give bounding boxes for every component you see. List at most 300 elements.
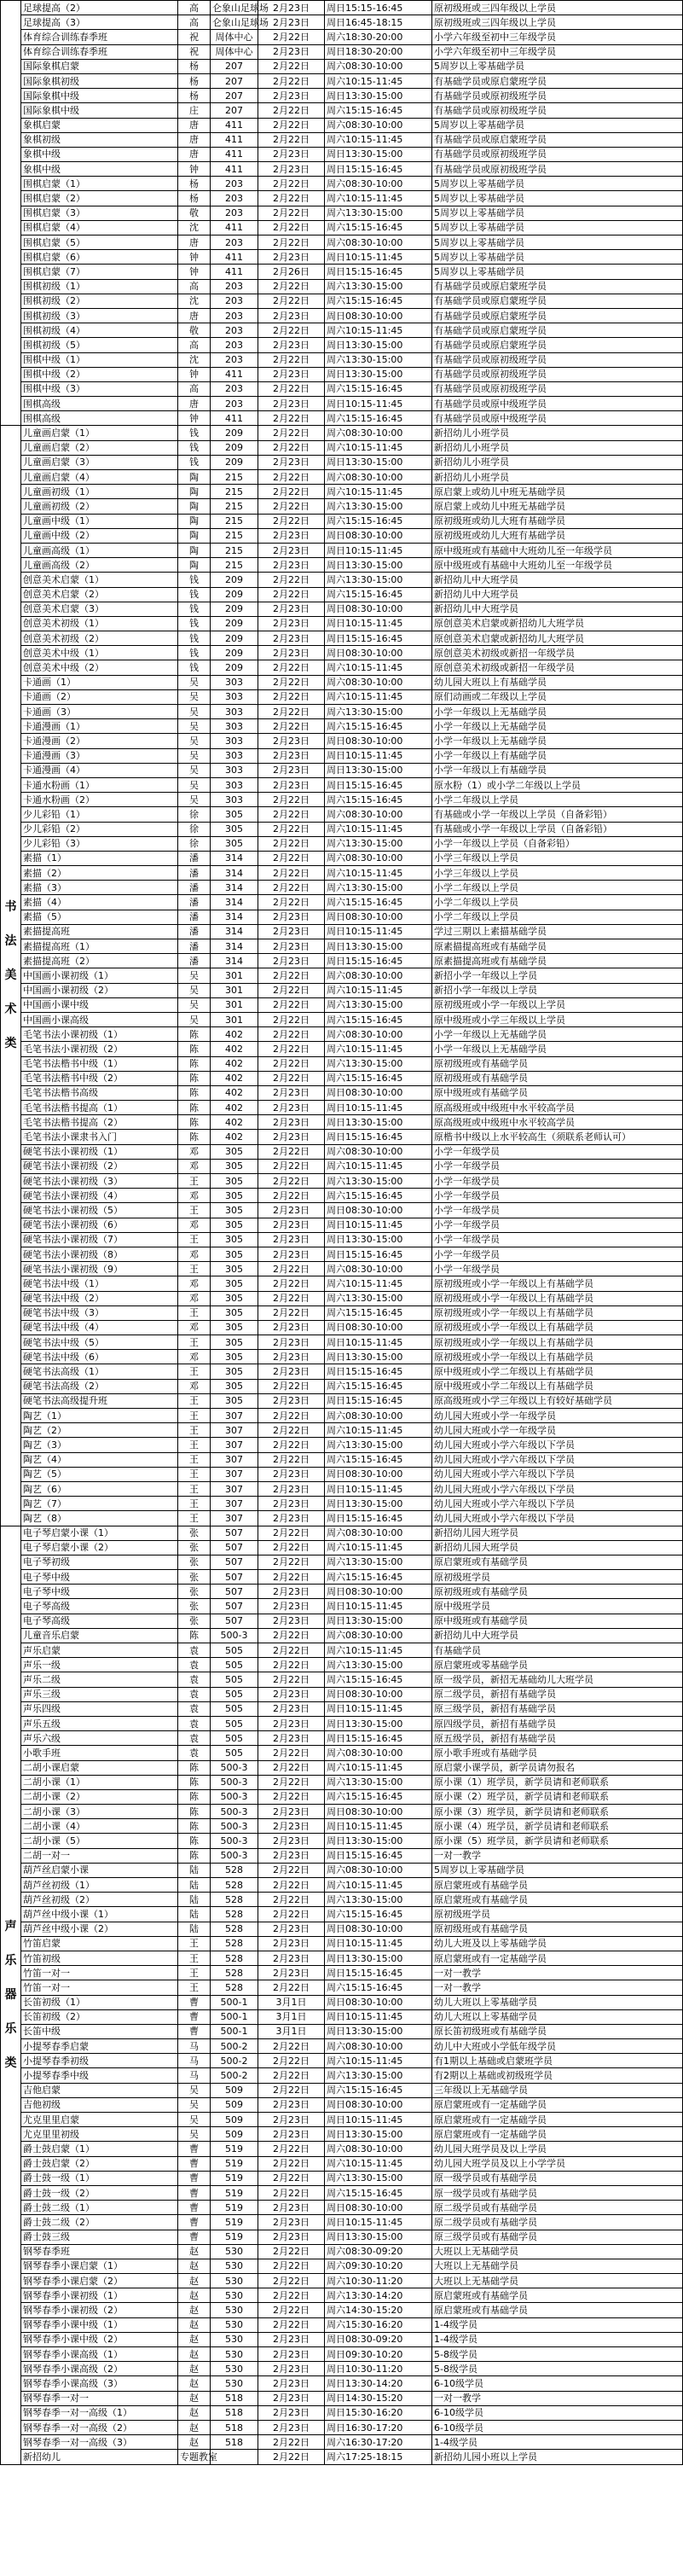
teacher: 钟 — [178, 265, 211, 279]
enrollment-requirement: 小学一年级学员 — [432, 1189, 683, 1203]
course-name: 创意美术启蒙（3） — [21, 602, 178, 616]
room: 509 — [211, 2097, 258, 2112]
course-name: 硬笔书法高级（1） — [21, 1364, 178, 1379]
enrollment-requirement: 新招幼儿园大班学员 — [432, 1540, 683, 1555]
teacher: 张 — [178, 1526, 211, 1540]
schedule-body — [1, 1, 683, 2465]
room: 509 — [211, 2127, 258, 2142]
table-row — [1, 528, 683, 543]
start-date: 2月22日 — [258, 807, 325, 822]
teacher: 陶 — [178, 528, 211, 543]
enrollment-requirement: 原初级班或有基础学员 — [432, 1922, 683, 1936]
table-row — [1, 147, 683, 161]
enrollment-requirement: 原中级班或有基础中大班幼儿至一年级学员 — [432, 558, 683, 573]
start-date: 2月22日 — [258, 2068, 325, 2083]
teacher: 潘 — [178, 851, 211, 865]
enrollment-requirement: 原一级学员或有基础学员 — [432, 2171, 683, 2185]
start-date: 2月23日 — [258, 528, 325, 543]
table-row — [1, 381, 683, 396]
class-time: 周六08:30-10:00 — [325, 1262, 432, 1276]
teacher: 陈 — [178, 1056, 211, 1071]
class-time: 周日10:15-11:45 — [325, 924, 432, 939]
class-time: 周日15:15-16:45 — [325, 1511, 432, 1526]
teacher: 潘 — [178, 895, 211, 910]
course-name: 吉他初级 — [21, 2097, 178, 2112]
start-date: 2月22日 — [258, 968, 325, 983]
teacher: 钟 — [178, 250, 211, 265]
teacher: 曹 — [178, 2215, 211, 2230]
class-time: 周六15:15-16:45 — [325, 1379, 432, 1393]
course-name: 陶艺（8） — [21, 1511, 178, 1526]
teacher: 敬 — [178, 206, 211, 220]
start-date: 2月22日 — [258, 352, 325, 367]
course-name: 硬笔书法高级提升班 — [21, 1393, 178, 1408]
course-name: 围棋启蒙（3） — [21, 206, 178, 220]
table-row — [1, 939, 683, 954]
room: 305 — [211, 1262, 258, 1276]
class-time: 周六13:30-15:00 — [325, 1658, 432, 1672]
room: 207 — [211, 73, 258, 88]
room: 301 — [211, 1012, 258, 1026]
class-time: 周六10:15-11:45 — [325, 822, 432, 836]
room: 215 — [211, 528, 258, 543]
enrollment-requirement: 一对一教学 — [432, 1980, 683, 1995]
course-name: 国际象棋初级 — [21, 73, 178, 88]
table-row — [1, 1276, 683, 1291]
room: 209 — [211, 660, 258, 675]
start-date: 2月26日 — [258, 265, 325, 279]
enrollment-requirement: 有基础或小学一年级以上学员（自备彩铅） — [432, 822, 683, 836]
room: 303 — [211, 675, 258, 689]
enrollment-requirement: 5-8级学员 — [432, 2347, 683, 2362]
course-name: 竹笛初级 — [21, 1951, 178, 1965]
start-date: 2月23日 — [258, 1203, 325, 1218]
teacher: 杨 — [178, 177, 211, 191]
teacher: 赵 — [178, 2376, 211, 2391]
start-date: 2月22日 — [258, 1526, 325, 1540]
course-name: 电子琴高级 — [21, 1614, 178, 1628]
course-name: 素描（1） — [21, 851, 178, 865]
enrollment-requirement: 原创意美术启蒙或新招幼儿大班学员 — [432, 616, 683, 631]
table-row — [1, 777, 683, 792]
class-time: 周日13:30-15:00 — [325, 1614, 432, 1628]
table-row — [1, 822, 683, 836]
table-row — [1, 1056, 683, 1071]
room: 500-1 — [211, 2009, 258, 2024]
table-row — [1, 1511, 683, 1526]
course-name: 钢琴春季一对一高级（1） — [21, 2405, 178, 2420]
table-row — [1, 1364, 683, 1379]
class-time: 周六15:15-16:45 — [325, 1980, 432, 1995]
table-row — [1, 514, 683, 528]
room: 303 — [211, 763, 258, 777]
class-time: 周日08:30-10:00 — [325, 602, 432, 616]
teacher: 陆 — [178, 1922, 211, 1936]
enrollment-requirement: 小学一年级学员 — [432, 1159, 683, 1173]
teacher: 张 — [178, 1555, 211, 1569]
class-time: 周日08:30-10:00 — [325, 1585, 432, 1599]
class-time: 周日13:30-14:20 — [325, 2376, 432, 2391]
enrollment-requirement: 小学六年级至初中三年级学员 — [432, 44, 683, 59]
teacher: 曹 — [178, 2171, 211, 2185]
class-time: 周六10:15-11:45 — [325, 1643, 432, 1658]
course-name: 硬笔书法小课初级（7） — [21, 1232, 178, 1247]
class-time: 周六10:15-11:45 — [325, 1760, 432, 1775]
enrollment-requirement: 有基础学员或原初级班学员 — [432, 162, 683, 177]
class-time: 周日10:15-11:45 — [325, 1481, 432, 1496]
start-date: 2月22日 — [258, 30, 325, 44]
class-time: 周日08:30-10:00 — [325, 910, 432, 924]
table-row — [1, 1189, 683, 1203]
class-time: 周六08:30-10:00 — [325, 470, 432, 485]
enrollment-requirement: 5周岁以上零基础学员 — [432, 236, 683, 250]
enrollment-requirement: 幼儿园大班或小学一年级学员 — [432, 1423, 683, 1438]
table-row — [1, 1350, 683, 1364]
course-name: 儿童画启蒙（2） — [21, 440, 178, 455]
enrollment-requirement: 原启蒙小课学员，新学员请勿报名 — [432, 1760, 683, 1775]
teacher: 吴 — [178, 748, 211, 763]
room: 仑象山足球场 — [211, 15, 258, 30]
teacher: 曹 — [178, 2185, 211, 2200]
class-time: 周日13:30-15:00 — [325, 1497, 432, 1511]
class-time: 周六15:15-16:45 — [325, 1189, 432, 1203]
room: 周体中心 — [211, 30, 258, 44]
course-name: 陶艺（2） — [21, 1423, 178, 1438]
room: 500-2 — [211, 2068, 258, 2083]
room: 507 — [211, 1585, 258, 1599]
course-name: 硬笔书法中级（6） — [21, 1350, 178, 1364]
room: 303 — [211, 734, 258, 748]
teacher: 邓 — [178, 1159, 211, 1173]
room: 411 — [211, 250, 258, 265]
course-name: 新招幼儿 — [21, 2450, 178, 2464]
teacher: 王 — [178, 1438, 211, 1452]
room: 305 — [211, 1291, 258, 1305]
teacher: 陈 — [178, 1130, 211, 1144]
class-time: 周日16:30-17:20 — [325, 2420, 432, 2434]
enrollment-requirement: 原启蒙班或有基础学员 — [432, 2288, 683, 2303]
start-date: 2月23日 — [258, 2332, 325, 2346]
room: 411 — [211, 132, 258, 147]
teacher: 吴 — [178, 968, 211, 983]
class-time: 周六13:30-15:00 — [325, 206, 432, 220]
room: 305 — [211, 822, 258, 836]
category-char: 类 — [4, 1037, 17, 1051]
table-row — [1, 1585, 683, 1599]
course-name: 钢琴春季小课初级（1） — [21, 2288, 178, 2303]
teacher: 杨 — [178, 191, 211, 206]
table-row — [1, 1995, 683, 2009]
class-time: 周日08:30-10:00 — [325, 1922, 432, 1936]
enrollment-requirement: 原小课（3）班学员，新学员请和老师联系 — [432, 1805, 683, 1819]
class-time: 周六15:15-16:45 — [325, 1672, 432, 1687]
room: 307 — [211, 1423, 258, 1438]
room: 402 — [211, 1042, 258, 1056]
class-time: 周日15:15-16:45 — [325, 1130, 432, 1144]
start-date: 2月22日 — [258, 1570, 325, 1585]
room: 307 — [211, 1452, 258, 1467]
class-time: 周六10:15-11:45 — [325, 440, 432, 455]
table-row — [1, 1658, 683, 1672]
course-name: 硬笔书法小课初级（6） — [21, 1218, 178, 1232]
start-date: 2月23日 — [258, 631, 325, 646]
class-time: 周六17:25-18:15 — [325, 2450, 432, 2464]
course-name: 爵士鼓启蒙（1） — [21, 2142, 178, 2156]
course-name: 电子琴启蒙小课（1） — [21, 1526, 178, 1540]
course-name: 象棋启蒙 — [21, 118, 178, 132]
table-row — [1, 1716, 683, 1730]
course-name: 陶艺（3） — [21, 1438, 178, 1452]
start-date: 2月22日 — [258, 587, 325, 602]
teacher: 邓 — [178, 1320, 211, 1335]
start-date: 2月22日 — [258, 1042, 325, 1056]
room: 314 — [211, 910, 258, 924]
teacher: 杨 — [178, 73, 211, 88]
teacher: 王 — [178, 1423, 211, 1438]
course-name: 毛笔书法楷书提高（1） — [21, 1101, 178, 1115]
room: 411 — [211, 147, 258, 161]
start-date: 2月23日 — [258, 2362, 325, 2376]
room: 305 — [211, 1203, 258, 1218]
class-time: 周日10:15-11:45 — [325, 1936, 432, 1951]
table-row — [1, 1, 683, 15]
room: 314 — [211, 866, 258, 881]
table-row — [1, 1497, 683, 1511]
class-time: 周日15:15-16:45 — [325, 162, 432, 177]
teacher: 高 — [178, 381, 211, 396]
room: 500-1 — [211, 2024, 258, 2038]
start-date: 3月1日 — [258, 1995, 325, 2009]
start-date: 2月22日 — [258, 323, 325, 338]
enrollment-requirement: 新招幼儿小班学员 — [432, 440, 683, 455]
class-time: 周六13:30-15:00 — [325, 881, 432, 895]
room: 303 — [211, 705, 258, 719]
enrollment-requirement: 大班以上无基础学员 — [432, 2244, 683, 2259]
enrollment-requirement: 原启蒙班或有一定基础学员 — [432, 2113, 683, 2127]
course-name: 儿童画中级（1） — [21, 514, 178, 528]
enrollment-requirement: 原小课（5）班学员，新学员请和老师联系 — [432, 1834, 683, 1848]
teacher: 钱 — [178, 616, 211, 631]
teacher: 陈 — [178, 1775, 211, 1789]
enrollment-requirement: 小学六年级至初中三年级学员 — [432, 30, 683, 44]
start-date: 2月22日 — [258, 1907, 325, 1922]
start-date: 2月23日 — [258, 1922, 325, 1936]
enrollment-requirement: 小学一年级以上学员（自备彩铅） — [432, 836, 683, 851]
class-time: 周日08:30-10:00 — [325, 528, 432, 543]
start-date: 2月22日 — [258, 2450, 325, 2464]
teacher: 马 — [178, 2054, 211, 2068]
enrollment-requirement: 原初级班或小学一年级以上学员 — [432, 997, 683, 1012]
table-row — [1, 2259, 683, 2273]
table-row — [1, 2362, 683, 2376]
enrollment-requirement: 原初级班或幼儿大班有基础学员 — [432, 528, 683, 543]
table-row — [1, 2420, 683, 2434]
teacher: 邓 — [178, 1218, 211, 1232]
teacher: 陆 — [178, 1893, 211, 1907]
start-date: 2月22日 — [258, 294, 325, 308]
table-row — [1, 162, 683, 177]
course-name: 小歌手班 — [21, 1746, 178, 1760]
start-date: 2月22日 — [258, 1893, 325, 1907]
table-row — [1, 1893, 683, 1907]
table-row — [1, 1467, 683, 1481]
course-name: 中国画小课中级 — [21, 997, 178, 1012]
teacher: 袁 — [178, 1731, 211, 1746]
table-row — [1, 1042, 683, 1056]
teacher: 王 — [178, 1335, 211, 1350]
start-date: 2月22日 — [258, 2156, 325, 2171]
enrollment-requirement: 大班以上无基础学员 — [432, 2274, 683, 2288]
enrollment-requirement: 1-4级学员 — [432, 2435, 683, 2450]
course-name: 卡通漫画（3） — [21, 748, 178, 763]
class-time: 周日13:30-15:00 — [325, 1716, 432, 1730]
enrollment-requirement: 原四级学员，新招有基础学员 — [432, 1716, 683, 1730]
start-date: 3月1日 — [258, 2024, 325, 2038]
room: 500-3 — [211, 1848, 258, 1863]
enrollment-requirement: 原初级班或小学一年级以上有基础学员 — [432, 1276, 683, 1291]
enrollment-requirement: 原启蒙班或有基础学员 — [432, 1878, 683, 1893]
class-time: 周六08:30-10:00 — [325, 1746, 432, 1760]
enrollment-requirement: 原三级学员或有基础学员 — [432, 2230, 683, 2244]
course-name: 创意美术中级（2） — [21, 660, 178, 675]
room: 209 — [211, 616, 258, 631]
table-row — [1, 191, 683, 206]
table-row — [1, 1614, 683, 1628]
teacher: 王 — [178, 1262, 211, 1276]
enrollment-requirement: 新招幼儿中大班学员 — [432, 602, 683, 616]
table-row — [1, 499, 683, 514]
enrollment-requirement: 有基础学员或原初级班学员 — [432, 89, 683, 103]
teacher: 钱 — [178, 587, 211, 602]
table-row — [1, 1672, 683, 1687]
table-row — [1, 1555, 683, 1569]
enrollment-requirement: 原初级班学员 — [432, 1570, 683, 1585]
class-time: 周日08:30-10:00 — [325, 1467, 432, 1481]
start-date: 2月22日 — [258, 1555, 325, 1569]
start-date: 2月23日 — [258, 2376, 325, 2391]
course-name: 葫芦丝中级小课（1） — [21, 1907, 178, 1922]
room: 314 — [211, 924, 258, 939]
class-time: 周日10:15-11:45 — [325, 250, 432, 265]
room: 402 — [211, 1027, 258, 1042]
teacher: 吴 — [178, 2127, 211, 2142]
class-time: 周日16:45-18:15 — [325, 15, 432, 30]
start-date: 2月23日 — [258, 1497, 325, 1511]
enrollment-requirement: 原初级班或幼儿大班有基础学员 — [432, 514, 683, 528]
teacher: 潘 — [178, 954, 211, 968]
room: 500-3 — [211, 1775, 258, 1789]
room: 301 — [211, 983, 258, 997]
table-row — [1, 924, 683, 939]
class-time: 周日08:30-10:00 — [325, 646, 432, 660]
class-time: 周日13:30-15:00 — [325, 2024, 432, 2038]
enrollment-requirement: 新招幼儿小班学员 — [432, 426, 683, 440]
class-time: 周六10:15-11:45 — [325, 1878, 432, 1893]
start-date: 2月22日 — [258, 573, 325, 587]
class-time: 周六15:15-16:45 — [325, 294, 432, 308]
teacher: 潘 — [178, 866, 211, 881]
course-name: 爵士鼓二级（2） — [21, 2215, 178, 2230]
table-row — [1, 1980, 683, 1995]
teacher: 陈 — [178, 1042, 211, 1056]
start-date: 2月22日 — [258, 689, 325, 704]
teacher: 王 — [178, 1364, 211, 1379]
class-time: 周日08:30-10:00 — [325, 2097, 432, 2112]
teacher: 袁 — [178, 1687, 211, 1701]
course-name: 爵士鼓二级（1） — [21, 2201, 178, 2215]
enrollment-requirement: 5周岁以上零基础学员 — [432, 59, 683, 73]
class-time: 周六15:15-16:45 — [325, 1012, 432, 1026]
room: 305 — [211, 1364, 258, 1379]
enrollment-requirement: 原初级班或三四年级以上学员 — [432, 15, 683, 30]
room: 530 — [211, 2317, 258, 2332]
table-row — [1, 1878, 683, 1893]
course-name: 尤克里里启蒙 — [21, 2113, 178, 2127]
teacher: 邓 — [178, 1144, 211, 1159]
teacher: 陈 — [178, 1805, 211, 1819]
course-name: 围棋初级（2） — [21, 294, 178, 308]
room: 528 — [211, 1893, 258, 1907]
table-row — [1, 1232, 683, 1247]
enrollment-requirement: 新招小学一年级以上学员 — [432, 968, 683, 983]
teacher: 吴 — [178, 763, 211, 777]
start-date: 2月23日 — [258, 147, 325, 161]
class-time: 周日18:30-20:00 — [325, 44, 432, 59]
teacher: 张 — [178, 1585, 211, 1599]
start-date: 2月22日 — [258, 793, 325, 807]
start-date: 2月22日 — [258, 1305, 325, 1320]
course-name: 足球提高（3） — [21, 15, 178, 30]
course-name: 硬笔书法中级（4） — [21, 1320, 178, 1335]
course-name: 电子琴初级 — [21, 1555, 178, 1569]
start-date: 2月23日 — [258, 763, 325, 777]
enrollment-requirement: 有基础学员或原初级班学员 — [432, 352, 683, 367]
course-name: 体育综合训练春季班 — [21, 30, 178, 44]
teacher: 陈 — [178, 1848, 211, 1863]
room: 402 — [211, 1130, 258, 1144]
class-time: 周六15:15-16:45 — [325, 793, 432, 807]
table-row — [1, 220, 683, 235]
room: 530 — [211, 2303, 258, 2317]
start-date: 2月22日 — [258, 411, 325, 426]
start-date: 2月22日 — [258, 177, 325, 191]
room: 500-3 — [211, 1760, 258, 1775]
table-row — [1, 89, 683, 103]
class-time: 周日13:30-15:00 — [325, 1350, 432, 1364]
start-date: 2月23日 — [258, 1247, 325, 1261]
teacher: 钱 — [178, 426, 211, 440]
teacher: 赵 — [178, 2303, 211, 2317]
table-row — [1, 2054, 683, 2068]
class-time: 周六08:30-10:00 — [325, 675, 432, 689]
table-row — [1, 1027, 683, 1042]
start-date: 2月22日 — [258, 675, 325, 689]
table-row — [1, 2332, 683, 2346]
course-name: 小提琴春季启蒙 — [21, 2039, 178, 2054]
table-row — [1, 836, 683, 851]
start-date: 2月22日 — [258, 851, 325, 865]
enrollment-requirement: 原启蒙上或幼儿中班无基础学员 — [432, 499, 683, 514]
room: 203 — [211, 294, 258, 308]
course-name: 儿童画初级（2） — [21, 499, 178, 514]
table-row — [1, 323, 683, 338]
room: 203 — [211, 191, 258, 206]
table-row — [1, 1071, 683, 1085]
enrollment-requirement: 原初级班或有基础学员 — [432, 1071, 683, 1085]
class-time: 周日10:15-11:45 — [325, 616, 432, 631]
class-time: 周六08:30-10:00 — [325, 236, 432, 250]
start-date: 2月23日 — [258, 2215, 325, 2230]
